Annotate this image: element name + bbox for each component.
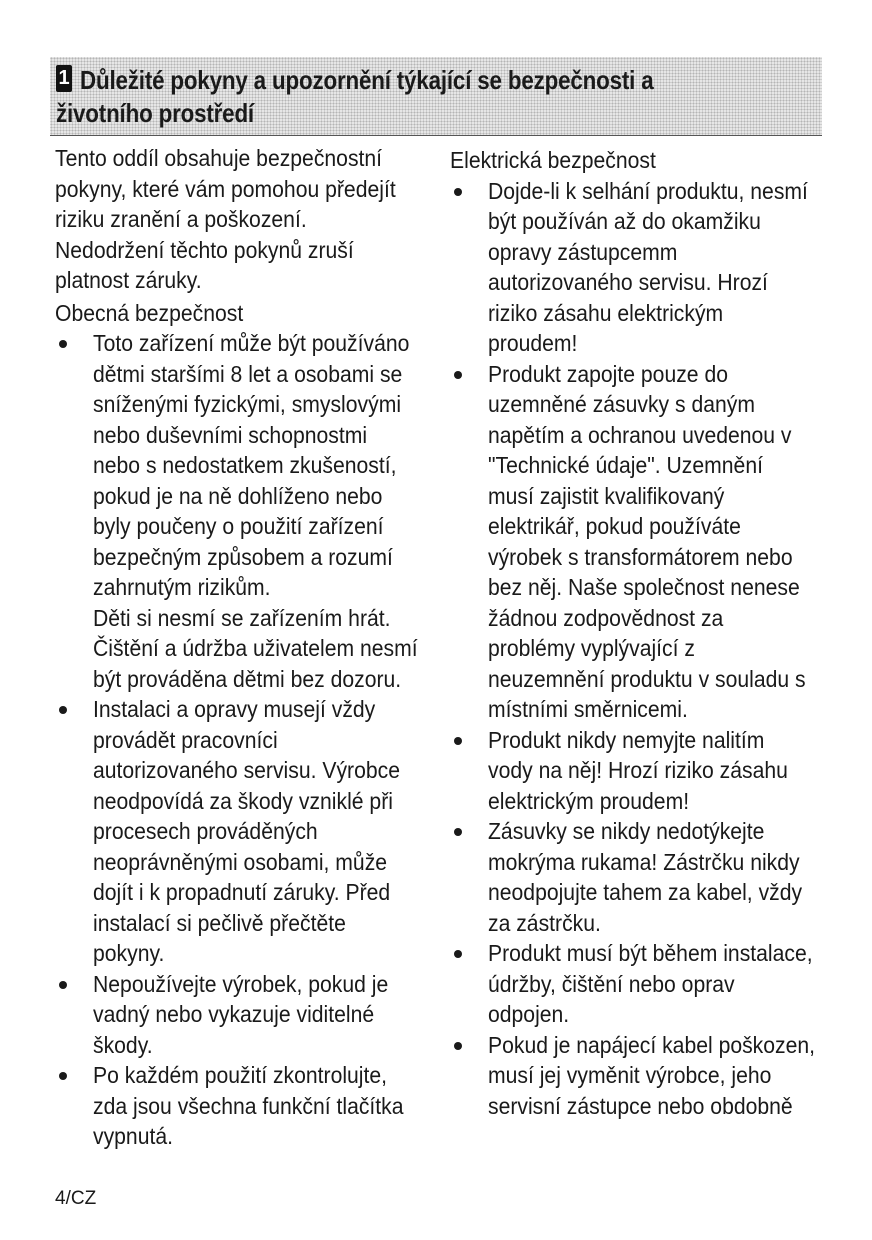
- item-line: musí jej vyměnit výrobce, jeho: [488, 1062, 772, 1088]
- item-line: neoprávněnými osobami, může: [93, 848, 388, 875]
- item-line: dětmi staršími 8 let a osobami se: [93, 360, 403, 387]
- item-line: nebo s nedostatkem zkušeností,: [93, 452, 397, 478]
- general-safety-list: [55, 328, 435, 1152]
- list-item: [55, 969, 435, 1061]
- general-safety-heading: [55, 298, 435, 329]
- item-line: opravy zástupcemm: [488, 238, 678, 265]
- item-line: Instalaci a opravy musejí vždy: [93, 696, 376, 722]
- item-line: proudem!: [488, 330, 578, 356]
- item-line: Dojde-li k selhání produktu, nesmí: [488, 177, 808, 204]
- list-item: [55, 1060, 435, 1152]
- right-column: [450, 140, 830, 1121]
- item-line: problémy vyplývající z: [488, 635, 695, 661]
- list-item: [55, 328, 435, 694]
- item-line: napětím a ochranou uvedenou v: [488, 421, 792, 448]
- item-line: provádět pracovníci: [93, 726, 278, 753]
- intro-line: Tento oddíl obsahuje bezpečnostní: [55, 145, 383, 171]
- list-item: [450, 938, 830, 1030]
- electrical-safety-heading: [450, 145, 830, 176]
- item-line: Zásuvky se nikdy nedotýkejte: [488, 818, 765, 844]
- left-column: [55, 140, 435, 1152]
- list-item: [450, 1030, 830, 1122]
- item-line: Produkt musí být během instalace,: [488, 940, 813, 966]
- item-line: neodpovídá za škody vzniklé při: [93, 787, 393, 814]
- item-line: vypnutá.: [93, 1123, 173, 1149]
- general-safety-heading-text: Obecná bezpečnost: [55, 299, 244, 326]
- item-line: pokud je na ně dohlíženo nebo: [93, 482, 383, 509]
- item-line: škody.: [93, 1031, 153, 1058]
- intro-paragraph: [55, 143, 435, 296]
- item-line: sníženými fyzickými, smyslovými: [93, 391, 402, 417]
- item-line: nebo duševními schopnostmi: [93, 421, 368, 448]
- intro-line: Nedodržení těchto pokynů zruší: [55, 236, 354, 263]
- section-title-line-1: Důležité pokyny a upozornění týkající se bezpečnosti a: [80, 65, 654, 95]
- item-line: elektrikář, pokud používáte: [488, 513, 741, 539]
- item-line: uzemněné zásuvky s daným: [488, 391, 755, 417]
- item-line: Produkt zapojte pouze do: [488, 360, 728, 387]
- electrical-safety-heading-text: Elektrická bezpečnost: [450, 147, 656, 173]
- item-line: procesech prováděných: [93, 818, 318, 844]
- item-line: byly poučeny o použití zařízení: [93, 513, 384, 539]
- item-line: autorizovaného servisu. Výrobce: [93, 757, 400, 783]
- item-line: údržby, čištění nebo oprav: [488, 970, 735, 997]
- item-line: místními směrnicemi.: [488, 696, 688, 722]
- section-number-badge: 1: [56, 65, 72, 92]
- item-line: elektrickým proudem!: [488, 787, 690, 814]
- page-number: 4/CZ: [55, 1188, 97, 1209]
- item-line: bez něj. Naše společnost nenese: [488, 574, 800, 600]
- item-line: Děti si nesmí se zařízením hrát.: [93, 604, 391, 631]
- list-item: [450, 176, 830, 359]
- item-line: mokrýma rukama! Zástrčku nikdy: [488, 848, 800, 875]
- item-line: být používán až do okamžiku: [488, 208, 761, 234]
- list-item: [55, 694, 435, 969]
- item-line: Po každém použití zkontrolujte,: [93, 1062, 388, 1088]
- item-line: autorizovaného servisu. Hrozí: [488, 269, 768, 295]
- item-line: za zástrčku.: [488, 909, 601, 936]
- item-line: vody na něj! Hrozí riziko zásahu: [488, 757, 788, 783]
- section-title-line-2: životního prostředí: [56, 98, 254, 128]
- list-item: [450, 359, 830, 725]
- item-line: instalací si pečlivě přečtěte: [93, 909, 346, 936]
- item-line: musí zajistit kvalifikovaný: [488, 482, 725, 509]
- item-line: neuzemnění produktu v souladu s: [488, 665, 806, 692]
- section-header: [50, 57, 822, 136]
- item-line: neodpojujte tahem za kabel, vždy: [488, 879, 803, 905]
- item-line: Nepoužívejte výrobek, pokud je: [93, 970, 389, 997]
- item-line: odpojen.: [488, 1001, 570, 1027]
- item-line: zda jsou všechna funkční tlačítka: [93, 1092, 404, 1119]
- item-line: být prováděna dětmi bez dozoru.: [93, 665, 402, 692]
- item-line: dojít i k propadnutí záruky. Před: [93, 879, 391, 905]
- list-item: [450, 725, 830, 817]
- item-line: Pokud je napájecí kabel poškozen,: [488, 1031, 816, 1058]
- item-line: bezpečným způsobem a rozumí: [93, 543, 393, 570]
- intro-line: riziku zranění a poškození.: [55, 206, 307, 232]
- list-item: [450, 816, 830, 938]
- item-line: pokyny.: [93, 940, 165, 966]
- item-line: servisní zástupce nebo obdobně: [488, 1092, 793, 1119]
- electrical-safety-list: [450, 176, 830, 1122]
- item-line: Toto zařízení může být používáno: [93, 330, 410, 356]
- item-line: žádnou zodpovědnost za: [488, 604, 724, 631]
- item-line: Čištění a údržba uživatelem nesmí: [93, 635, 418, 661]
- item-line: zahrnutým rizikům.: [93, 574, 271, 600]
- intro-line: platnost záruky.: [55, 267, 202, 293]
- item-line: výrobek s transformátorem nebo: [488, 543, 793, 570]
- item-line: riziko zásahu elektrickým: [488, 299, 724, 326]
- item-line: vadný nebo vykazuje viditelné: [93, 1001, 375, 1027]
- intro-line: pokyny, které vám pomohou předejít: [55, 175, 396, 202]
- item-line: "Technické údaje". Uzemnění: [488, 452, 763, 478]
- item-line: Produkt nikdy nemyjte nalitím: [488, 726, 765, 753]
